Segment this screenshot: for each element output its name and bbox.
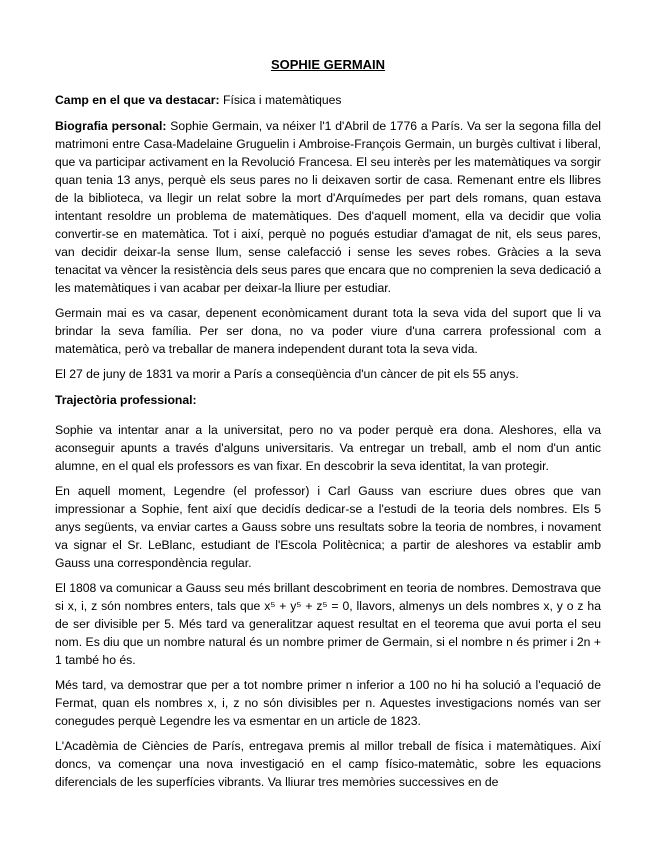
field-paragraph <box>55 91 601 109</box>
career-paragraph-2: En aquell moment, Legendre (el professor) i Carl Gauss van escriure dues obres que van impressionar a Sophie, fent així que decidís dedicar-se a l'estudi de la teoria dels nombres. Els 5 anys següents, va enviar cartes a Gauss sobre uns resultats sobre la teoria de nombres, i novament va signar el Sr. LeBlanc, estudiant de l'Escola Politècnica; a partir de aleshores va establir amb Gauss una correspondència regular. <box>55 484 601 570</box>
bio-paragraph-1 <box>55 117 601 297</box>
career-heading <box>55 391 601 409</box>
bio-paragraph-2: Germain mai es va casar, depenent econòmicament durant tota la seva vida del suport que li va brindar la seva família. Per ser dona, no va poder viure d'una carrera professional com a matemàtica, però va treballar de manera independent durant tota la seva vida. <box>55 306 601 356</box>
bio-text-1: Sophie Germain, va néixer l'1 d'Abril de 1776 a París. Va ser la segona filla del matrimoni entre Casa-Madelaine Gruguelin i Ambroise-François Germain, un burgès cultivat i liberal, que va participar activament en la Revolució Francesa. El seu interès per les matemàtiques va sorgir quan tenia 13 anys, perquè els seus pares no li deixaven sortir de casa. Remenant entre els llibres de la biblioteca, va llegir un relat sobre la mort d'Arquímedes per part dels romans, quan estava intentant resoldre un problema de matemàtiques. Des d'aquell moment, ella va decidir que volia convertir-se en matemàtica. Tot i així, perquè no pogués estudiar d'amagat de nit, els seus pares, van decidir deixar-la sense llum, sense calefacció i sense les seves robes. Gràcies a la seva tenacitat va vèncer la resistència dels seus pares que encara que no comprenien la seva dedicació a les matemàtiques i van acabar per deixar-la lliure per estudiar. <box>55 119 601 295</box>
career-paragraph-4: Més tard, va demostrar que per a tot nombre primer n inferior a 100 no hi ha solució a l'equació de Fermat, quan els nombres x, i, z no són divisibles per n. Aquestes investigacions només van ser conegudes perquè Legendre les va esmentar en un article de 1823. <box>55 678 601 728</box>
bio-paragraph-3: El 27 de juny de 1831 va morir a París a conseqüència d'un càncer de pit els 55 anys. <box>55 367 519 381</box>
career-paragraph-5: L'Acadèmia de Ciències de París, entregava premis al millor treball de física i matemàtiques. Així doncs, va començar una nova investigació en el camp físico-matemàtic, sobre les equacions diferencials de les superfícies vibrants. Va lliurar tres memòries successives en de <box>55 739 601 789</box>
document-page <box>55 56 601 798</box>
field-value: Física i matemàtiques <box>223 93 342 107</box>
career-label: Trajectòria professional: <box>55 393 197 407</box>
career-paragraph-3: El 1808 va comunicar a Gauss seu més brillant descobriment en teoria de nombres. Demostrava que si x, i, z són nombres enters, tals que x⁵ + y⁵ + z⁵ = 0, llavors, almenys un dels nombres x, y o z ha de ser divisible per 5. Més tard va generalitzar aquest resultat en el teorema que avui porta el seu nom. Es diu que un nombre natural és un nombre primer de Germain, si el nombre n és primer i 2n + 1 també ho és. <box>55 581 602 667</box>
field-label: Camp en el que va destacar: <box>55 93 220 107</box>
bio-label: Biografia personal: <box>55 119 167 133</box>
page-title: SOPHIE GERMAIN <box>270 57 386 72</box>
career-paragraph-1: Sophie va intentar anar a la universitat, pero no va poder perquè era dona. Aleshores, ella va aconseguir apunts a través d'alguns universitaris. Va entregar un treball, amb el nom d'un antic alumne, en el qual els professors es van fixar. En descobrir la seva identitat, la van protegir. <box>55 423 601 473</box>
